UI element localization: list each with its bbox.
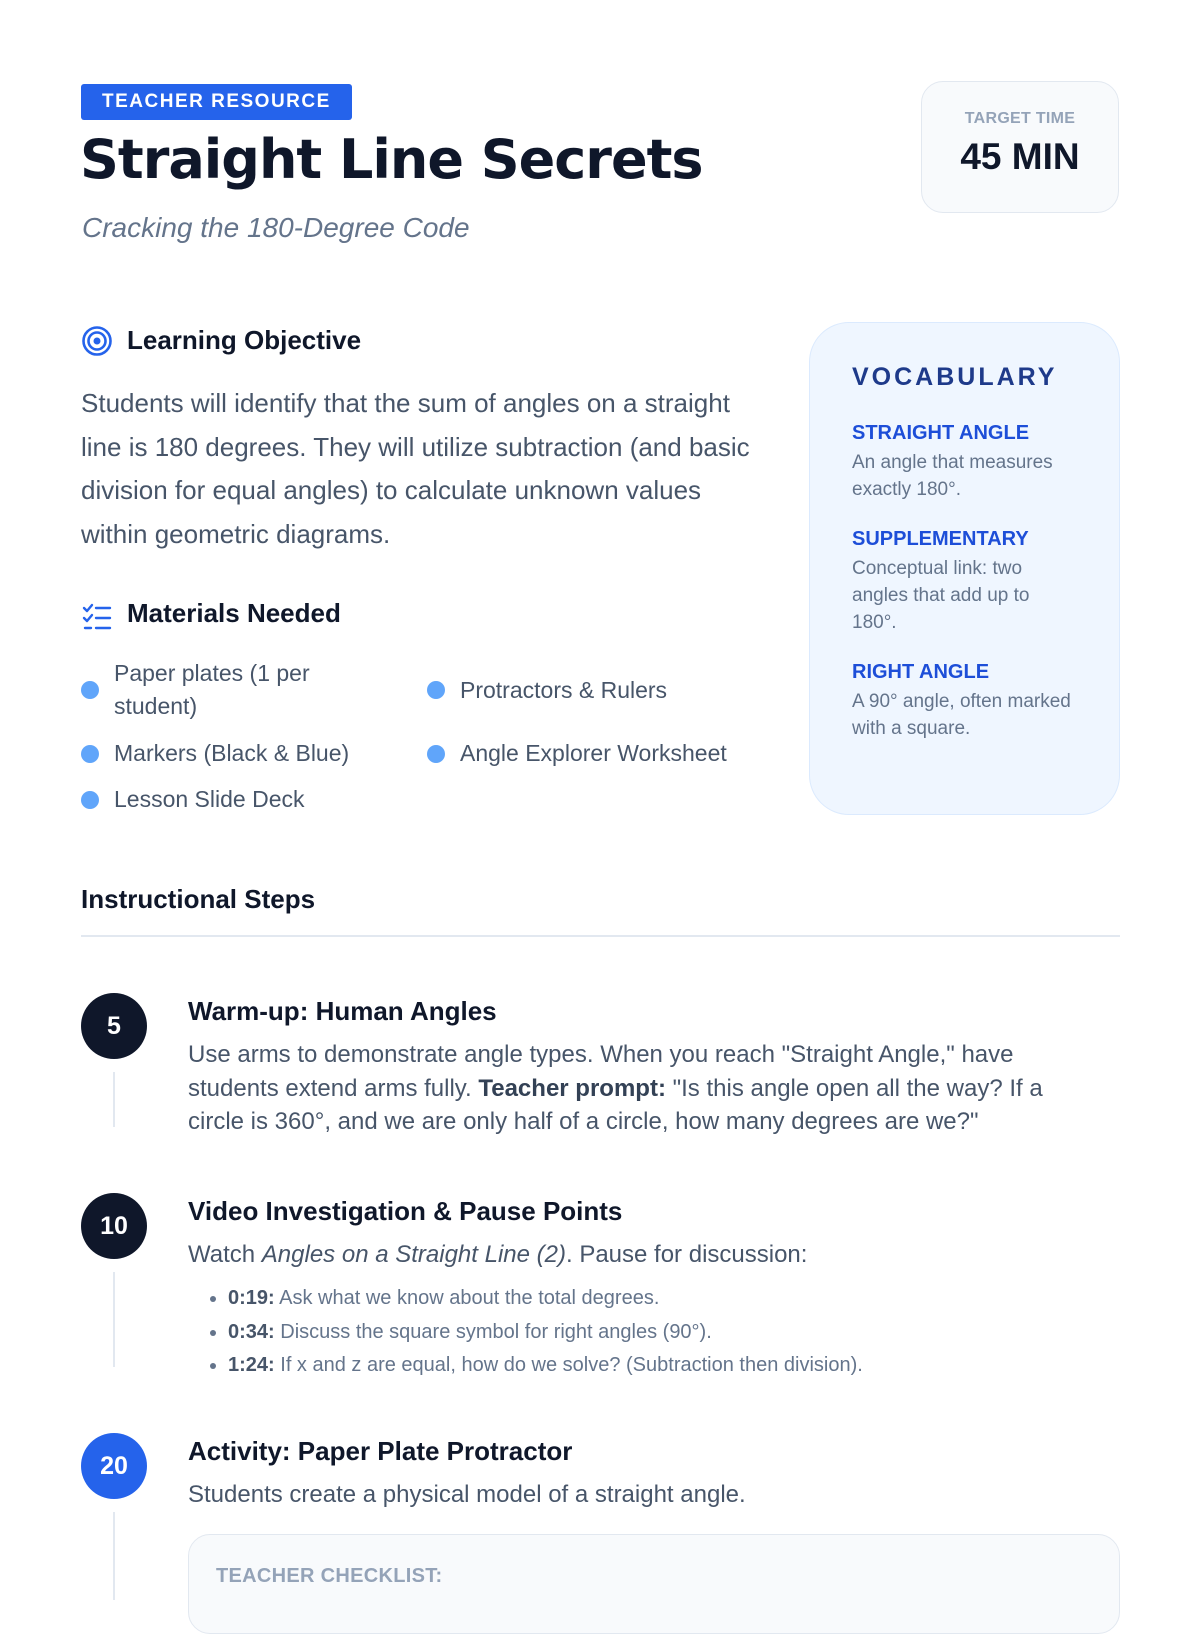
teacher-checklist-card [188,1534,1120,1634]
page-subtitle: Cracking the 180-Degree Code [82,212,470,243]
vocab-definition: Conceptual link: two angles that add up to 180°. [852,558,1030,633]
step-connector [113,1072,115,1127]
step-connector [113,1272,115,1367]
vocab-term: RIGHT ANGLE [852,661,990,683]
material-item: Paper plates (1 per student) [114,660,310,719]
steps-heading: Instructional Steps [81,884,316,914]
pause-point: • 0:19: Ask what we know about the total degrees. [228,1282,1128,1316]
bullet-icon [427,681,445,699]
resource-badge: TEACHER RESOURCE [81,84,352,120]
material-item: Markers (Black & Blue) [114,740,350,766]
page-title: Straight Line Secrets [80,128,703,191]
video-title: Angles on a Straight Line (2) [261,1241,566,1268]
step-title: Activity: Paper Plate Protractor [188,1436,573,1466]
pause-point: • 0:34: Discuss the square symbol for right angles (90°). [228,1316,1128,1350]
bullet-icon [81,745,99,763]
step-description: Students create a physical model of a straight angle. [188,1481,746,1508]
step-duration-badge: 5 [81,993,147,1059]
vocabulary-heading: VOCABULARY [852,363,1058,391]
step-title: Video Investigation & Pause Points [188,1196,623,1226]
target-time-label: TARGET TIME [964,110,1076,127]
step-duration-badge: 20 [81,1433,147,1499]
target-time-value: 45 MIN [960,136,1080,177]
step-description: Use arms to demonstrate angle types. When you reach "Straight Angle," have students extend arms fully. Teacher prompt: "Is this angle open all the way? If a circle is 360°, and we are only half of a circle, how many degrees are we?" [188,1041,1043,1135]
material-item: Angle Explorer Worksheet [460,740,727,766]
pause-point: • 1:24: If x and z are equal, how do we solve? (Subtraction then division). [228,1349,1128,1383]
vocab-term: SUPPLEMENTARY [852,528,1029,550]
divider [81,935,1120,937]
target-time-card [921,81,1119,213]
material-item: Protractors & Rulers [460,677,668,703]
vocab-definition: A 90° angle, often marked with a square. [852,691,1071,739]
vocab-definition: An angle that measures exactly 180°. [852,452,1053,500]
objective-heading: Learning Objective [127,325,362,355]
checklist-label: TEACHER CHECKLIST: [216,1565,443,1587]
target-icon [81,325,113,357]
step-description: Watch Angles on a Straight Line (2). Pause for discussion: [188,1241,808,1268]
checklist-icon [81,601,113,633]
step-title: Warm-up: Human Angles [188,996,497,1026]
material-item: Lesson Slide Deck [114,786,305,812]
step-duration-badge: 10 [81,1193,147,1259]
step-connector [113,1512,115,1600]
bullet-icon [427,745,445,763]
vocab-term: STRAIGHT ANGLE [852,422,1030,444]
bullet-icon [81,681,99,699]
bullet-icon [81,791,99,809]
pause-points-list [198,1282,1128,1383]
vocabulary-card [809,322,1120,815]
teacher-prompt-label: Teacher prompt: [478,1074,666,1102]
materials-heading: Materials Needed [127,598,341,628]
objective-text: Students will identify that the sum of angles on a straight line is 180 degrees. They will utilize subtraction (and basic division for equal angles) to calculate unknown values within geometric diagrams. [81,388,750,549]
